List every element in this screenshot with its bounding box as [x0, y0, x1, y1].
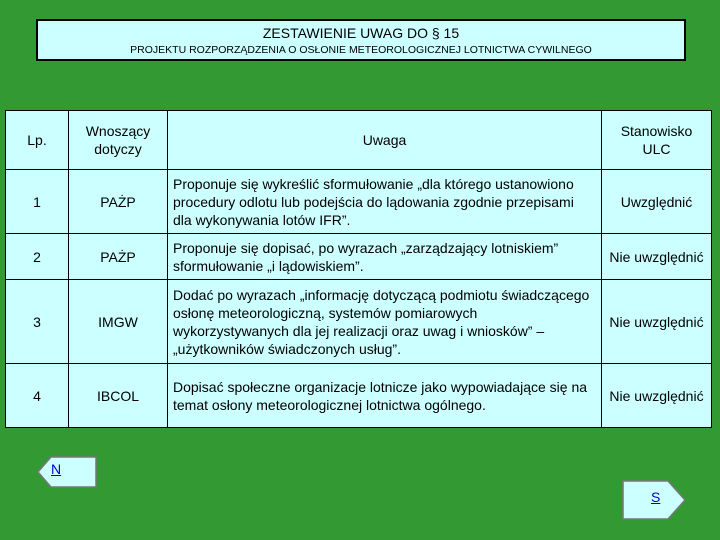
page-subtitle: PROJEKTU ROZPORZĄDZENIA O OSŁONIE METEOROLOGICZNEJ LOTNICTWA CYWILNEGO [130, 44, 592, 56]
table-row [6, 170, 712, 234]
row-lp: 2 [6, 234, 69, 280]
previous-label: N [51, 461, 62, 477]
row-who: PAŻP [69, 234, 168, 280]
table-header-row [6, 111, 712, 170]
next-button[interactable] [622, 480, 686, 520]
row-remark: Proponuje się wykreślić sformułowanie „dla którego ustanowiono procedury odlotu lub podejścia do lądowania zgodnie przepisami dla wykonywania lotów IFR”. [168, 170, 602, 234]
previous-button[interactable] [37, 456, 97, 488]
row-who: PAŻP [69, 170, 168, 234]
title-box [36, 19, 686, 61]
row-who: IMGW [69, 280, 168, 364]
remarks-table [5, 110, 712, 428]
row-who: IBCOL [69, 364, 168, 428]
left-arrow-icon [37, 456, 97, 488]
page-title: ZESTAWIENIE UWAG DO § 15 [262, 25, 460, 41]
row-status: Nie uwzględnić [602, 280, 712, 364]
next-label: S [651, 489, 661, 505]
header-who: Wnoszący dotyczy [69, 111, 168, 170]
row-remark: Proponuje się dopisać, po wyrazach „zarządzający lotniskiem” sformułowanie „i lądowiskiem”. [168, 234, 602, 280]
row-lp: 1 [6, 170, 69, 234]
table-row [6, 364, 712, 428]
table-row [6, 234, 712, 280]
row-status: Nie uwzględnić [602, 234, 712, 280]
table-row [6, 280, 712, 364]
row-status: Nie uwzględnić [602, 364, 712, 428]
header-lp: Lp. [6, 111, 69, 170]
header-remark: Uwaga [168, 111, 602, 170]
row-remark: Dopisać społeczne organizacje lotnicze jako wypowiadające się na temat osłony meteorologicznej lotnictwa ogólnego. [168, 364, 602, 428]
row-lp: 4 [6, 364, 69, 428]
row-lp: 3 [6, 280, 69, 364]
row-remark: Dodać po wyrazach „informację dotyczącą podmiotu świadczącego osłonę meteorologiczną, systemów pomiarowych wykorzystywanych dla jej realizacji oraz uwag i wniosków” – „użytkowników świadczonych usług”. [168, 280, 602, 364]
row-status: Uwzględnić [602, 170, 712, 234]
header-status: Stanowisko ULC [602, 111, 712, 170]
